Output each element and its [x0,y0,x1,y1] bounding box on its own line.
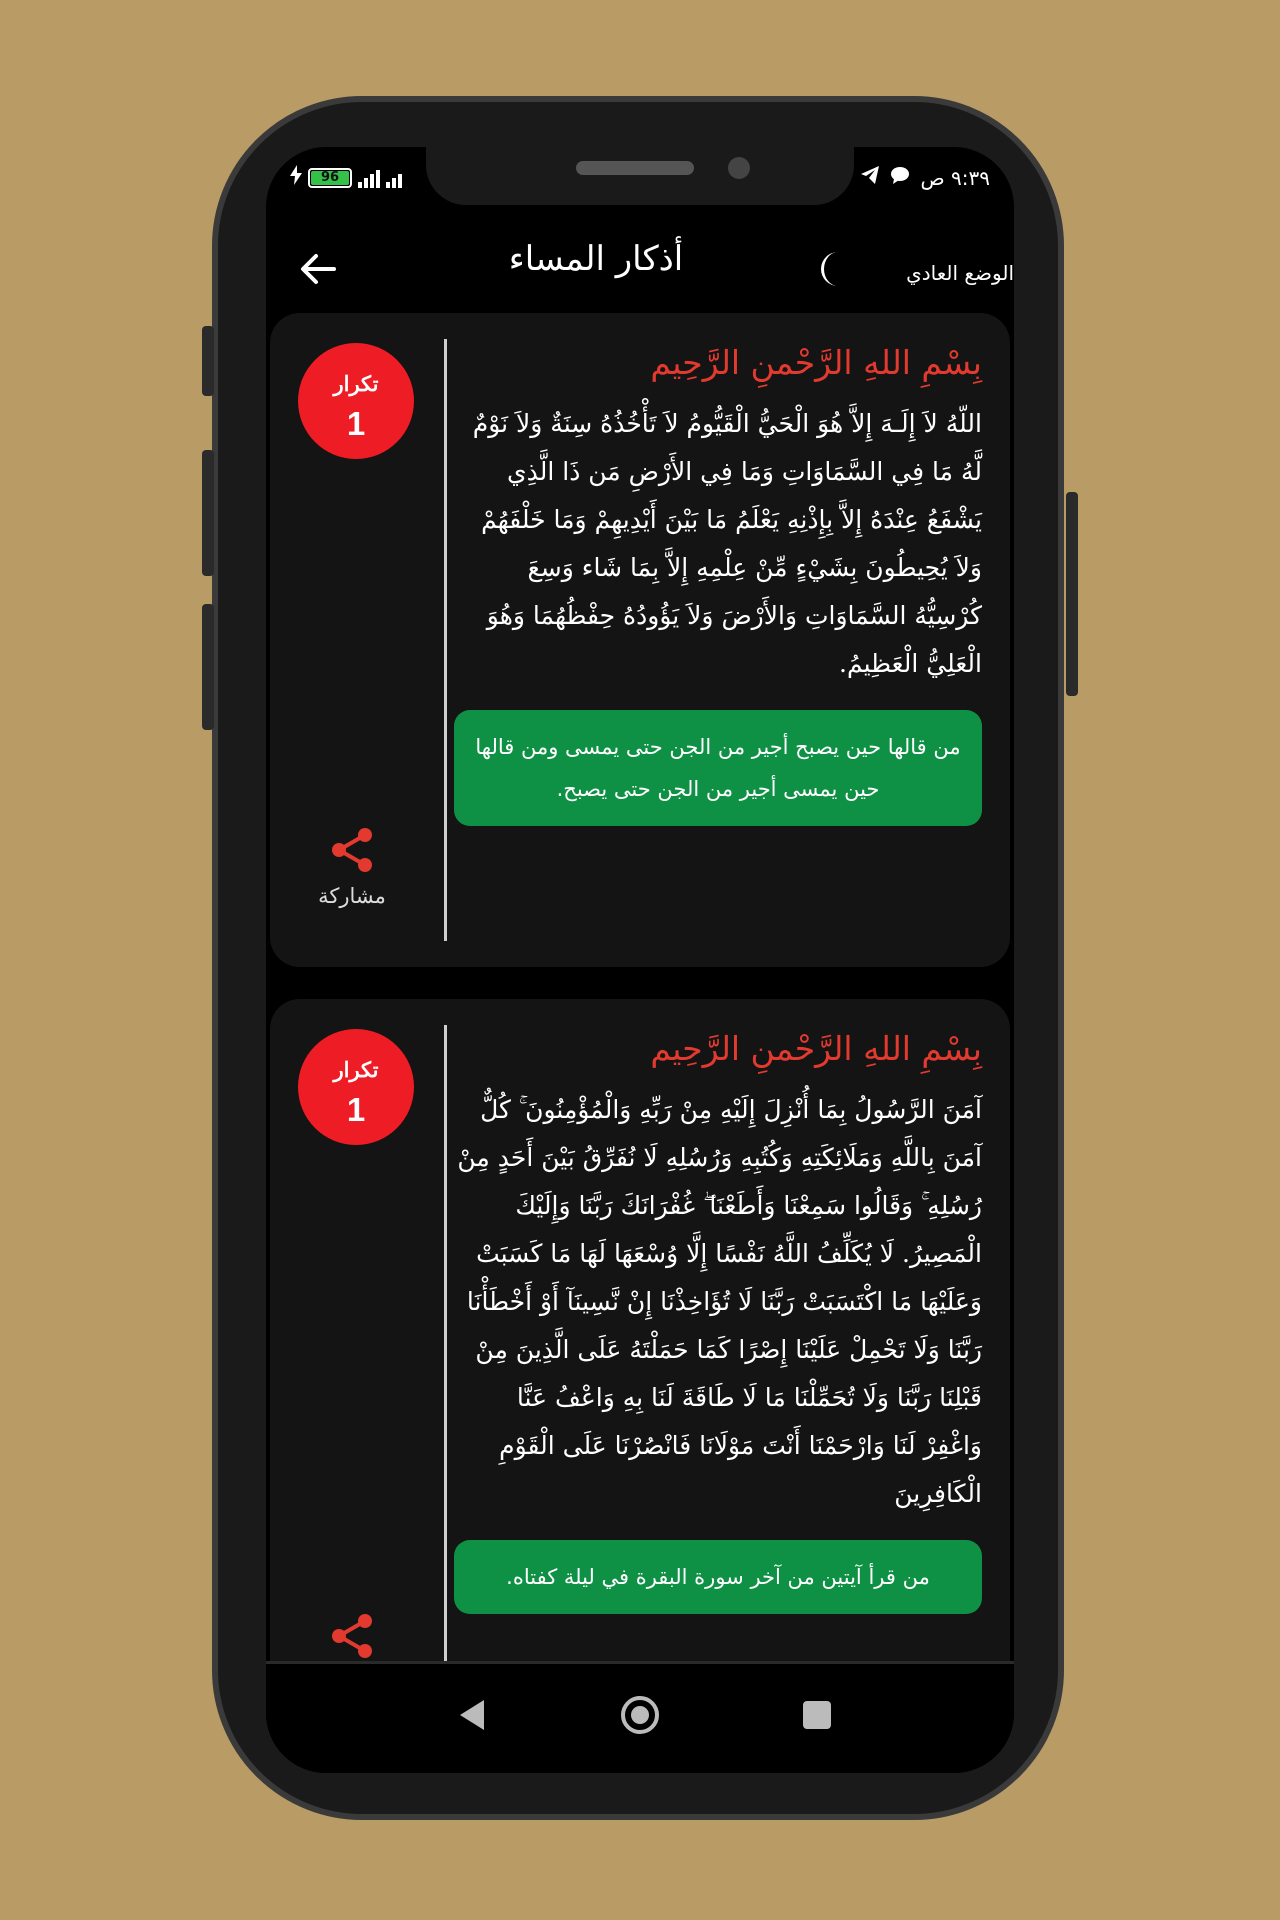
status-time: ٩:٣٩ ص [920,165,990,190]
square-recents-icon [792,1690,842,1740]
system-nav-bar [266,1661,1014,1773]
camera-notch [426,147,854,205]
card-divider [444,339,447,941]
battery-level: 96 [320,170,340,185]
zikr-text: آمَنَ الرَّسُولُ بِمَا أُنْزِلَ إِلَيْهِ مِنْ رَبِّهِ وَالْمُؤْمِنُونَ ۚ كُلٌّ آمَنَ بِاللَّهِ وَمَلَائِكَتِهِ وَكُتُبِهِ وَرُسُلِهِ لَا نُفَرِّقُ بَيْنَ أَحَدٍ مِنْ رُسُلِهِ ۚ وَقَالُوا سَمِعْنَا وَأَطَعْنَا ۖ غُفْرَانَكَ رَبَّنَا وَإِلَيْكَ الْمَصِيرُ. لَا يُكَلِّفُ اللَّهُ نَفْسًا إِلَّا وُسْعَهَا لَهَا مَا كَسَبَتْ وَعَلَيْهَا مَا اكْتَسَبَتْ رَبَّنَا لَا تُؤَاخِذْنَا إِنْ نَّسِينَآ أَوْ أَخْطَأْنَا رَبَّنَا وَلَا تَحْمِلْ عَلَيْنَا إِصْرًا كَمَا حَمَلْتَهُ عَلَى الَّذِينَ مِنْ قَبْلِنَا رَبَّنَا وَلَا تُحَمِّلْنَا مَا لَا طَاقَةَ لَنَا بِهِ وَاعْفُ عَنَّا وَاغْفِرْ لَنَا وَارْحَمْنَا أَنْتَ مَوْلَانَا فَانْصُرْنَا عَلَى الْقَوْمِ الْكَافِرِينَ [457,1095,982,1508]
phone-volume-up [202,450,214,576]
azkar-list[interactable] [266,313,1014,1703]
zikr-benefit-box: من قالها حين يصبح أجير من الجن حتى يمسى ومن قالها حين يمسى أجير من الجن حتى يصبح. [454,710,982,826]
signal-icon [358,168,380,188]
zikr-benefit-box: من قرأ آيتين من آخر سورة البقرة في ليلة كفتاه. [454,1540,982,1614]
nav-home-button[interactable] [615,1690,665,1740]
battery-icon [308,168,352,188]
telegram-icon [860,165,880,190]
phone-side-button [202,326,214,396]
nav-back-button[interactable] [448,1690,498,1740]
card-divider [444,1025,447,1703]
triangle-back-icon [448,1690,498,1740]
repeat-counter-button[interactable] [298,1029,414,1145]
mode-toggle-label[interactable]: الوضع العادي [906,261,1014,285]
share-label: مشاركة [318,885,386,908]
counter-value: 1 [346,404,366,442]
counter-value: 1 [346,1090,366,1128]
status-right-group [860,165,990,190]
earpiece-speaker [576,161,694,175]
front-camera [728,157,750,179]
phone-screen [266,147,1014,1773]
share-icon [327,825,377,875]
repeat-counter-button[interactable] [298,343,414,459]
back-button[interactable] [296,247,340,291]
zikr-card [270,313,1010,967]
basmala-heading: بِسْمِ اللهِ الرَّحْمنِ الرَّحِيم [650,1029,982,1068]
zikr-text: اللّهُ لاَ إِلَـهَ إِلاَّ هُوَ الْحَيُّ الْقَيُّومُ لاَ تَأْخُذُهُ سِنَةٌ وَلاَ نَوْمٌ لَّهُ مَا فِي السَّمَاوَاتِ وَمَا فِي الأَرْضِ مَن ذَا الَّذِي يَشْفَعُ عِنْدَهُ إِلاَّ بِإِذْنِهِ يَعْلَمُ مَا بَيْنَ أَيْدِيهِمْ وَمَا خَلْفَهُمْ وَلاَ يُحِيطُونَ بِشَيْءٍ مِّنْ عِلْمِهِ إِلاَّ بِمَا شَاء وَسِعَ كُرْسِيُّهُ السَّمَاوَاتِ وَالأَرْضَ وَلاَ يَؤُودُهُ حِفْظُهُمَا وَهُوَ الْعَلِيُّ الْعَظِيمُ. [472,409,982,678]
charging-icon [290,165,302,190]
nav-recents-button[interactable] [792,1690,842,1740]
counter-label: تكرار [333,372,379,396]
zikr-content [454,343,982,826]
phone-power-button [1066,492,1078,696]
status-left-group [290,165,402,190]
basmala-heading: بِسْمِ اللهِ الرَّحْمنِ الرَّحِيم [650,343,982,382]
page-title: أذكار المساء [508,239,684,279]
share-button[interactable] [300,825,404,909]
signal-icon-2 [386,168,402,188]
share-icon [327,1611,377,1661]
chat-icon [890,165,910,190]
zikr-content [454,1029,982,1614]
moon-icon[interactable] [812,249,852,289]
counter-label: تكرار [333,1058,379,1082]
phone-volume-down [202,604,214,730]
arrow-left-icon [296,247,340,291]
circle-home-icon [615,1690,665,1740]
zikr-card [270,999,1010,1703]
